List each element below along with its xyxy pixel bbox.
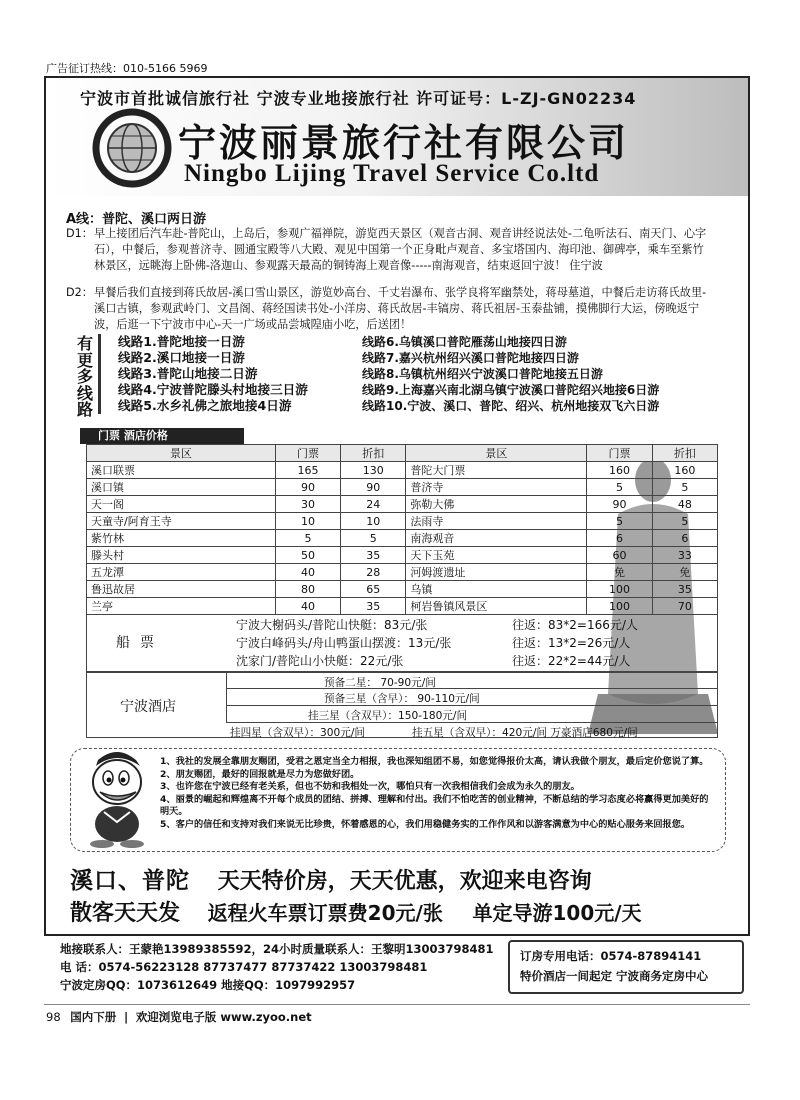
footer-divider (44, 1004, 750, 1005)
table-cell: 30 (275, 496, 340, 513)
table-cell: 天下玉苑 (406, 547, 587, 564)
contact-person: 地接联系人：王蒙艳13989385592，24小时质量联系人：王黎明13003798481 (60, 942, 494, 956)
route-item: 线路3.普陀山地接二日游 (118, 366, 258, 381)
route-item: 线路9.上海嘉兴南北湖乌镇宁波溪口普陀绍兴地接6日游 (362, 383, 660, 397)
company-logo-icon (92, 108, 172, 188)
table-cell: 35 (652, 581, 717, 598)
column-header: 景区 (406, 445, 587, 462)
section-name: 国内下册 (70, 1010, 117, 1024)
table-cell: 35 (341, 547, 406, 564)
ship-route: 沈家门/普陀山小快艇：22元/张 (236, 654, 404, 668)
table-cell: 南海观音 (406, 530, 587, 547)
column-header: 景区 (87, 445, 276, 462)
table-cell: 兰亭 (87, 598, 276, 615)
company-name-cn: 宁波丽景旅行社有限公司 (178, 120, 630, 165)
table-cell: 10 (341, 513, 406, 530)
table-cell: 免 (652, 564, 717, 581)
table-cell: 乌镇 (406, 581, 587, 598)
table-cell: 35 (341, 598, 406, 615)
note-item: 4、丽景的崛起和辉煌离不开每个成员的团结、拼搏、理解和付出。我们不怕吃苦的创业精神，不断总结的学习态度必将赢得更加美好的明天。 (160, 793, 709, 818)
route-item: 线路10.宁波、溪口、普陀、绍兴、杭州地接双飞六日游 (362, 399, 660, 413)
table-row (87, 496, 718, 513)
route-a-title: A线：普陀、溪口两日游 (66, 212, 207, 227)
route-item: 线路7.嘉兴杭州绍兴溪口普陀地接四日游 (362, 351, 579, 365)
table-cell: 弥勒大佛 (406, 496, 587, 513)
hotel-row-line (226, 722, 718, 723)
table-cell: 100 (587, 598, 652, 615)
ship-returns (512, 616, 638, 670)
more-routes-right (362, 334, 659, 414)
hotel-rate-2star: 预备二星： 70-90元/间 (324, 677, 436, 689)
table-row (87, 581, 718, 598)
hotel-row-line (226, 688, 718, 689)
slogan-destinations: 溪口、普陀 (70, 868, 190, 894)
route-item: 线路4.宁波普陀滕头村地接三日游 (118, 382, 308, 397)
note-item: 3、也许您在宁波已经有老关系，但也不妨和我相处一次，哪怕只有一次我相信我们会成为永久的朋友。 (160, 781, 580, 793)
table-cell: 130 (341, 462, 406, 479)
route-a-day1 (66, 226, 714, 274)
more-routes-label: 有更多线路 (76, 334, 93, 419)
table-cell: 5 (587, 513, 652, 530)
table-cell: 6 (652, 530, 717, 547)
slogan-daily-deals: 天天特价房，天天优惠，欢迎来电咨询 (217, 869, 592, 894)
page-footer (46, 1009, 312, 1025)
booking-phone: 订房专用电话：0574-87894141 (520, 949, 702, 963)
table-cell: 5 (587, 479, 652, 496)
table-cell: 24 (341, 496, 406, 513)
ship-route: 宁波大榭码头/普陀山快艇：83元/张 (236, 618, 428, 632)
day2-tag: D2： (66, 286, 93, 299)
table-cell: 65 (341, 581, 406, 598)
table-cell: 80 (275, 581, 340, 598)
contact-qq: 宁波定房QQ：1073612649 地接QQ：1097992957 (60, 978, 356, 992)
column-header: 门票 (275, 445, 340, 462)
table-cell: 10 (275, 513, 340, 530)
table-cell: 160 (587, 462, 652, 479)
footer-separator: | (123, 1010, 129, 1024)
price-table (86, 444, 718, 615)
ship-route: 宁波白峰码头/舟山鸭蛋山摆渡：13元/张 (236, 636, 452, 650)
route-item: 线路6.乌镇溪口普陀雁荡山地接四日游 (362, 335, 567, 349)
day1-tag: D1： (66, 227, 93, 240)
table-cell: 5 (652, 513, 717, 530)
table-cell: 柯岩鲁镇风景区 (406, 598, 587, 615)
ad-hotline: 广告征订热线：010-5166 5969 (46, 62, 208, 75)
route-item: 线路5.水乡礼佛之旅地接4日游 (118, 398, 292, 413)
note-item: 1、我社的发展全靠朋友赐团，受君之恩定当全力相报，我也深知组团不易，如您觉得报价太高，请认我做个朋友，最后定价您说了算。 (160, 756, 709, 767)
table-cell: 5 (652, 479, 717, 496)
table-cell: 5 (341, 530, 406, 547)
table-cell: 165 (275, 462, 340, 479)
table-cell: 160 (652, 462, 717, 479)
contact-phone: 电 话：0574-56223128 87737477 87737422 13003798481 (60, 960, 428, 974)
table-cell: 90 (341, 479, 406, 496)
hotel-rate-4star: 挂四星（含双早）：300元/间 (230, 727, 366, 739)
ship-routes (236, 616, 451, 670)
table-row (87, 547, 718, 564)
column-header: 折扣 (652, 445, 717, 462)
route-item: 线路1.普陀地接一日游 (118, 334, 245, 349)
hotel-divider (226, 672, 227, 722)
notes-list (160, 756, 712, 832)
table-cell: 普陀大门票 (406, 462, 587, 479)
table-cell: 普济寺 (406, 479, 587, 496)
more-routes-left (118, 334, 308, 414)
booking-note: 特价酒店一间起定 宁波商务定房中心 (520, 969, 709, 983)
ship-return: 往返：83*2=166元/人 (512, 618, 638, 632)
table-cell: 滕头村 (87, 547, 276, 564)
slogan-train-ticket: 返程火车票订票费20元/张 (207, 901, 443, 925)
table-cell: 紫竹林 (87, 530, 276, 547)
table-row (87, 513, 718, 530)
table-row (87, 530, 718, 547)
table-cell: 90 (587, 496, 652, 513)
day2-text: 早餐后我们直接到蒋氏故居-溪口雪山景区，游览妙高台、千丈岩瀑布、张学良将军幽禁处，蒋母墓道，中餐后走访蒋氏故里-溪口古镇，参观武岭门、文昌阁、蒋经国读书处-小洋房、蒋氏故居-丰镐房、蒋氏祖居-玉泰盐铺，摸佛脚行大运，傍晚返宁波，后逛一下宁波市中心-天一广场或品尝城隍庙小吃，后送团！ (94, 286, 707, 331)
note-item: 2、朋友赐团，最好的回报就是尽力为您做好团。 (160, 768, 360, 780)
table-cell: 法雨寺 (406, 513, 587, 530)
ship-ticket-label: 船票 (116, 635, 164, 651)
table-cell: 90 (275, 479, 340, 496)
hotel-label: 宁波酒店 (120, 699, 176, 715)
hotel-rate-3star: 挂三星（含双早）：150-180元/间 (308, 710, 468, 722)
table-cell: 5 (275, 530, 340, 547)
table-row (87, 564, 718, 581)
table-cell: 40 (275, 564, 340, 581)
table-cell: 40 (275, 598, 340, 615)
table-cell: 33 (652, 547, 717, 564)
table-cell: 48 (652, 496, 717, 513)
note-item: 5、客户的信任和支持对我们来说无比珍贵，怀着感恩的心，我们用稳健务实的工作作风和以游客满意为中心的贴心服务来回报您。 (160, 818, 691, 830)
table-cell: 天童寺/阿育王寺 (87, 513, 276, 530)
table-cell: 溪口镇 (87, 479, 276, 496)
table-header-row (87, 445, 718, 462)
day1-text: 早上接团后汽车赴-普陀山，上岛后，参观广福禅院，游览西天景区（观音古洞、观音讲经说法处-二龟听法石、南天门、心字石），中餐后，参观普济寺、圆通宝殿等八大殿、观见中国第一个正身毗卢观音、多宝塔国内、海印池、御碑亭，乘车至紫竹林景区，远眺海上卧佛-洛迦山、参观露天最高的铜铸海上观音像-----南海观音，结束返回宁波！ 住宁波 (94, 227, 707, 272)
price-section-title: 门票 酒店价格 (80, 428, 244, 444)
table-cell: 溪口联票 (87, 462, 276, 479)
table-cell: 28 (341, 564, 406, 581)
ship-return: 往返：13*2=26元/人 (512, 636, 631, 650)
table-cell: 五龙潭 (87, 564, 276, 581)
route-a-day2 (66, 285, 714, 333)
table-cell: 鲁迅故居 (87, 581, 276, 598)
table-cell: 60 (587, 547, 652, 564)
table-cell: 天一阁 (87, 496, 276, 513)
table-cell: 70 (652, 598, 717, 615)
table-row (87, 479, 718, 496)
page-number: 98 (46, 1010, 61, 1024)
footer-link[interactable]: 欢迎浏览电子版 www.zyoo.net (135, 1010, 312, 1024)
table-cell: 免 (587, 564, 652, 581)
table-cell: 100 (587, 581, 652, 598)
table-row (87, 462, 718, 479)
ship-return: 往返：22*2=44元/人 (512, 654, 631, 668)
slogan-guide-fee: 单定导游100元/天 (472, 901, 642, 925)
contact-info (60, 940, 494, 994)
route-item: 线路2.溪口地接一日游 (118, 350, 245, 365)
more-routes-divider (98, 334, 101, 414)
header-credentials: 宁波市首批诚信旅行社 宁波专业地接旅行社 许可证号：L-ZJ-GN02234 (80, 89, 637, 108)
hotel-rate-5star: 挂五星（含双早）：420元/间 万豪酒店680元/间 (412, 727, 638, 739)
duck-mascot-icon (78, 752, 156, 848)
slogan-line-2 (70, 896, 642, 927)
column-header: 门票 (587, 445, 652, 462)
table-cell: 6 (587, 530, 652, 547)
company-name-en: Ningbo Lijing Travel Service Co.ltd (184, 160, 600, 187)
slogan-daily-departure: 散客天天发 (70, 901, 181, 926)
booking-box (508, 940, 744, 994)
table-cell: 河姆渡遗址 (406, 564, 587, 581)
slogan-line-1 (70, 862, 592, 895)
hotel-rate-3star-prep: 预备三星（含早）： 90-110元/间 (324, 693, 480, 705)
route-item: 线路8.乌镇杭州绍兴宁波溪口普陀地接五日游 (362, 367, 603, 381)
table-cell: 50 (275, 547, 340, 564)
column-header: 折扣 (341, 445, 406, 462)
table-row (87, 598, 718, 615)
